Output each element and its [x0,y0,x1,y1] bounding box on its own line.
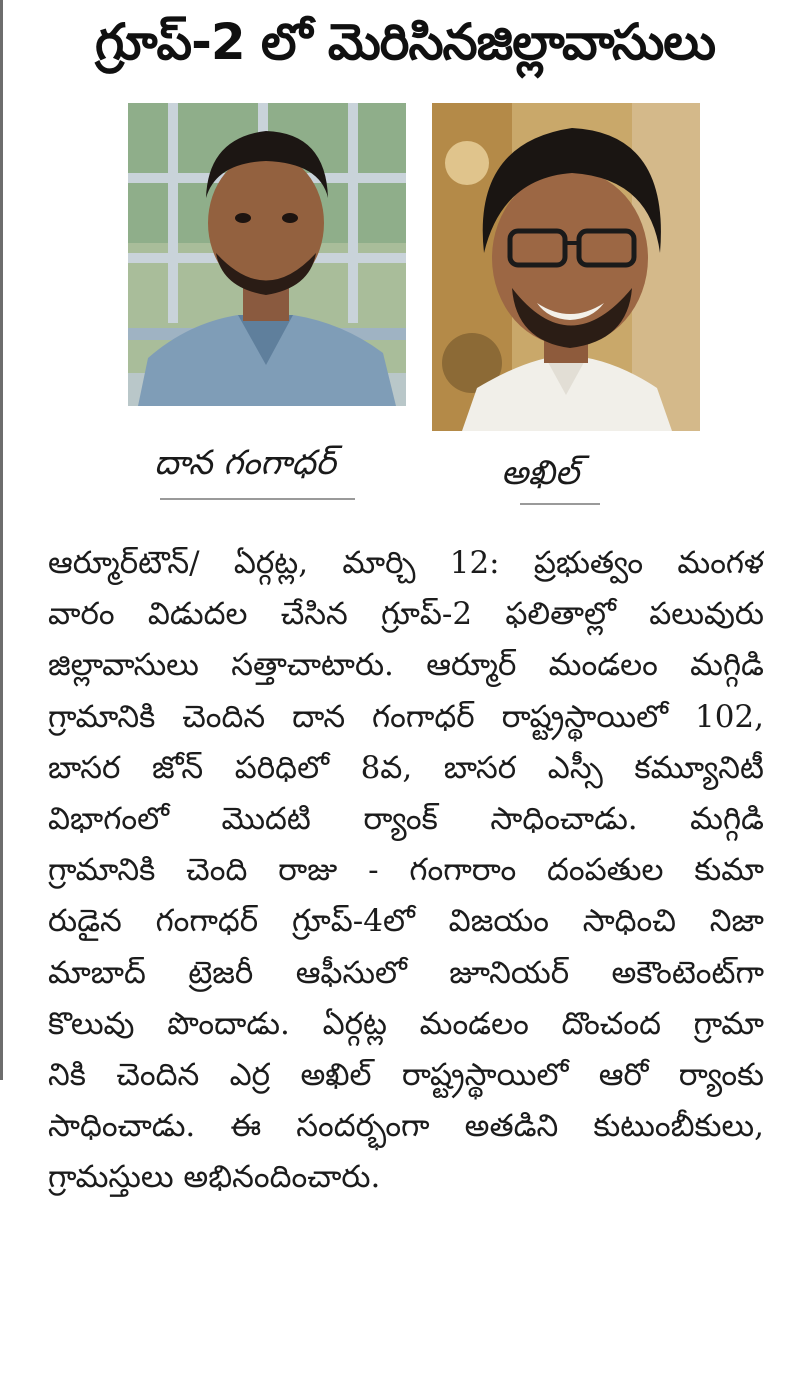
article-body-line: ఆర్మూర్‌టౌన్/ ఏర్గట్ల, మార్చి 12: ప్రభుత్వం మంగళ [48,545,764,581]
article-body-line: రుడైన గంగాధర్ గ్రూప్-4లో విజయం సాధించి నిజా [48,903,764,940]
portrait-akhil-illustration [432,103,700,431]
article-body [48,538,764,1203]
article-body-line: మాబాద్ ట్రెజరీ ఆఫీసులో జూనియర్ అకౌంటెంట్‌గా [48,954,764,991]
photo-caption-gangadhar: దాన గంగాధర్ [154,443,336,483]
column-divider-line [0,0,3,1080]
article-body-line: గ్రామస్తులు అభినందించారు. [48,1159,381,1196]
article-body-line: గ్రామానికి చెందిన దాన గంగాధర్ రాష్ట్రస్థాయిలో 102, [48,698,764,735]
caption-underline [520,503,600,505]
article-body-line: గ్రామానికి చెంది రాజు - గంగారాం దంపతుల కుమా [48,852,764,889]
portrait-photo-gangadhar [128,103,406,406]
article-headline: గ్రూప్-2 లో మెరిసినజిల్లావాసులు [94,13,715,71]
photo-caption-akhil: అఖిల్ [501,453,579,493]
article-body-line: నికి చెందిన ఎర్ర అఖిల్ రాష్ట్రస్థాయిలో ఆరో ర్యాంకు [48,1056,764,1093]
article-body-line: బాసర జోన్ పరిధిలో 8వ, బాసర ఎస్సీ కమ్యూనిటీ [48,749,764,786]
portrait-photo-akhil [432,103,700,431]
portrait-gangadhar-illustration [128,103,406,406]
article-body-line: వారం విడుదల చేసిన గ్రూప్-2 ఫలితాల్లో పలువురు [48,596,764,633]
caption-underline [160,498,355,500]
article-body-line: కొలువు పొందాడు. ఏర్గట్ల మండలం దొంచంద గ్రామా [48,1005,764,1042]
article-body-line: జిల్లావాసులు సత్తాచాటారు. ఆర్మూర్ మండలం మగ్గిడి [48,647,764,684]
article-body-line: విభాగంలో మొదటి ర్యాంక్ సాధించాడు. మగ్గిడి [48,800,764,837]
article-body-line: సాధించాడు. ఈ సందర్భంగా అతడిని కుటుంబీకులు, [48,1108,764,1145]
